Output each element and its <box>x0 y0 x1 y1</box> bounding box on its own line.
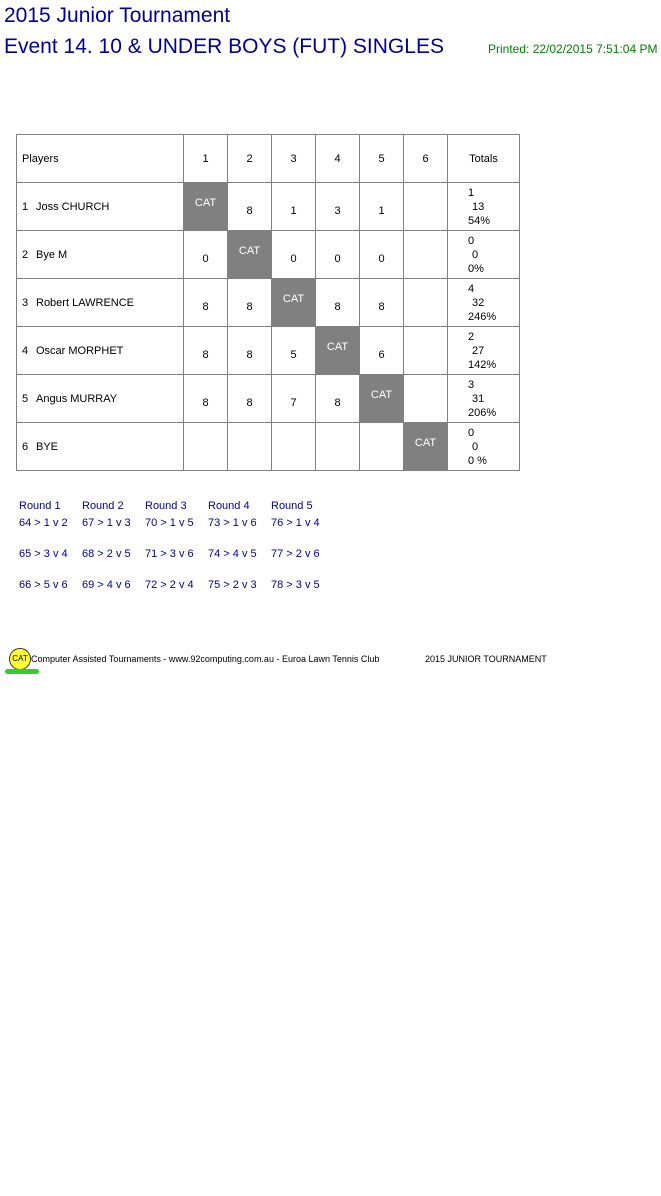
tournament-title: 2015 Junior Tournament <box>4 4 231 27</box>
player-name-cell <box>17 183 184 231</box>
score-value: CAT <box>370 388 393 401</box>
match-entry: 73 > 1 v 6 <box>208 517 257 529</box>
match-entry: 68 > 2 v 5 <box>82 548 131 560</box>
score-value: 8 <box>202 348 209 361</box>
player-number: 1 <box>22 200 29 213</box>
score-value: 5 <box>290 348 297 361</box>
score-cell <box>360 423 404 471</box>
score-cell <box>404 375 448 423</box>
score-cell <box>272 375 316 423</box>
score-cell <box>360 279 404 327</box>
footer-text: Computer Assisted Tournaments - www.92computing.com.au - Euroa Lawn Tennis Club <box>31 654 380 664</box>
score-cell <box>228 423 272 471</box>
score-cell <box>184 327 228 375</box>
totals-games: 0 <box>472 440 479 453</box>
score-value: 8 <box>246 396 253 409</box>
totals-pct: 142% <box>468 358 497 371</box>
player-name-cell <box>17 231 184 279</box>
logo-underline <box>5 669 39 674</box>
score-cell <box>360 183 404 231</box>
score-value: 8 <box>246 300 253 313</box>
score-value: CAT <box>414 436 437 449</box>
score-value: 0 <box>290 252 297 265</box>
player-number: 2 <box>22 248 29 261</box>
totals-wins: 2 <box>468 330 475 343</box>
round-label: Round 1 <box>19 500 61 512</box>
totals-wins: 1 <box>468 186 475 199</box>
player-name: Angus MURRAY <box>36 392 118 405</box>
player-name: Bye M <box>36 248 68 261</box>
players-header: Players <box>17 135 184 183</box>
score-cell <box>228 279 272 327</box>
round-label: Round 4 <box>208 500 250 512</box>
match-entry: 74 > 4 v 5 <box>208 548 257 560</box>
player-name: BYE <box>36 440 59 453</box>
cat-logo-icon: CAT <box>9 648 31 670</box>
match-entry: 75 > 2 v 3 <box>208 579 257 591</box>
round-column <box>208 500 271 610</box>
score-cell <box>184 231 228 279</box>
totals-pct: 0 % <box>468 454 487 467</box>
round-label: Round 2 <box>82 500 124 512</box>
totals-cell <box>448 279 520 327</box>
player-name-cell <box>17 375 184 423</box>
player-name-cell <box>17 327 184 375</box>
score-cell <box>228 183 272 231</box>
round-column <box>271 500 334 610</box>
player-name-cell <box>17 279 184 327</box>
match-entry: 70 > 1 v 5 <box>145 517 194 529</box>
totals-header: Totals <box>448 135 520 183</box>
table-row <box>17 183 520 231</box>
player-name: Joss CHURCH <box>36 200 110 213</box>
score-cell <box>228 375 272 423</box>
table-row <box>17 279 520 327</box>
player-number: 4 <box>22 344 29 357</box>
score-cell <box>404 231 448 279</box>
self-match-cell <box>272 279 316 327</box>
col-header-3: 3 <box>272 135 316 183</box>
totals-pct: 54% <box>468 214 491 227</box>
score-cell <box>316 183 360 231</box>
results-grid <box>16 134 520 471</box>
totals-games: 31 <box>472 392 485 405</box>
round-label: Round 3 <box>145 500 187 512</box>
match-entry: 78 > 3 v 5 <box>271 579 320 591</box>
score-value: 8 <box>378 300 385 313</box>
match-entry: 64 > 1 v 2 <box>19 517 68 529</box>
totals-games: 13 <box>472 200 485 213</box>
score-cell <box>404 279 448 327</box>
score-value: 0 <box>378 252 385 265</box>
score-value: CAT <box>326 340 349 353</box>
table-row <box>17 231 520 279</box>
col-header-2: 2 <box>228 135 272 183</box>
score-cell <box>316 279 360 327</box>
table-row <box>17 375 520 423</box>
event-title: Event 14. 10 & UNDER BOYS (FUT) SINGLES <box>4 35 444 58</box>
printed-timestamp: Printed: 22/02/2015 7:51:04 PM <box>488 42 658 56</box>
score-cell <box>316 375 360 423</box>
score-value: CAT <box>282 292 305 305</box>
totals-pct: 246% <box>468 310 497 323</box>
score-value: 7 <box>290 396 297 409</box>
totals-pct: 0% <box>468 262 484 275</box>
match-entry: 77 > 2 v 6 <box>271 548 320 560</box>
score-value: 8 <box>246 348 253 361</box>
match-entry: 67 > 1 v 3 <box>82 517 131 529</box>
match-entry: 66 > 5 v 6 <box>19 579 68 591</box>
score-cell <box>184 375 228 423</box>
round-label: Round 5 <box>271 500 313 512</box>
score-cell <box>316 423 360 471</box>
score-value: 1 <box>378 204 385 217</box>
col-header-1: 1 <box>184 135 228 183</box>
totals-pct: 206% <box>468 406 497 419</box>
score-cell <box>316 231 360 279</box>
score-cell <box>272 231 316 279</box>
round-column <box>19 500 82 610</box>
score-value: CAT <box>194 196 217 209</box>
totals-games: 32 <box>472 296 485 309</box>
match-entry: 72 > 2 v 4 <box>145 579 194 591</box>
totals-cell <box>448 231 520 279</box>
totals-games: 0 <box>472 248 479 261</box>
round-column <box>82 500 145 610</box>
score-value: 8 <box>334 396 341 409</box>
totals-games: 27 <box>472 344 485 357</box>
col-header-5: 5 <box>360 135 404 183</box>
self-match-cell <box>404 423 448 471</box>
score-value: 1 <box>290 204 297 217</box>
totals-cell <box>448 375 520 423</box>
player-number: 3 <box>22 296 29 309</box>
table-row <box>17 327 520 375</box>
score-cell <box>360 327 404 375</box>
score-value: 8 <box>202 396 209 409</box>
round-column <box>145 500 208 610</box>
score-value: 8 <box>202 300 209 313</box>
self-match-cell <box>316 327 360 375</box>
score-cell <box>272 423 316 471</box>
grid-header-row <box>17 135 520 183</box>
score-value: 3 <box>334 204 341 217</box>
match-entry: 69 > 4 v 6 <box>82 579 131 591</box>
match-entry: 76 > 1 v 4 <box>271 517 320 529</box>
score-value: 8 <box>334 300 341 313</box>
score-cell <box>184 279 228 327</box>
score-cell <box>272 183 316 231</box>
totals-cell <box>448 327 520 375</box>
player-name-cell <box>17 423 184 471</box>
match-entry: 71 > 3 v 6 <box>145 548 194 560</box>
score-cell <box>404 327 448 375</box>
score-value: 6 <box>378 348 385 361</box>
totals-cell <box>448 423 520 471</box>
score-value: 0 <box>202 252 209 265</box>
player-name: Oscar MORPHET <box>36 344 124 357</box>
self-match-cell <box>228 231 272 279</box>
player-number: 6 <box>22 440 29 453</box>
footer-tournament: 2015 JUNIOR TOURNAMENT <box>425 654 547 664</box>
col-header-6: 6 <box>404 135 448 183</box>
match-entry: 65 > 3 v 4 <box>19 548 68 560</box>
totals-wins: 3 <box>468 378 475 391</box>
score-value: 8 <box>246 204 253 217</box>
col-header-4: 4 <box>316 135 360 183</box>
totals-wins: 4 <box>468 282 475 295</box>
score-cell <box>360 231 404 279</box>
player-number: 5 <box>22 392 29 405</box>
totals-wins: 0 <box>468 426 475 439</box>
score-cell <box>228 327 272 375</box>
score-cell <box>184 423 228 471</box>
player-name: Robert LAWRENCE <box>36 296 135 309</box>
self-match-cell <box>360 375 404 423</box>
score-cell <box>272 327 316 375</box>
totals-wins: 0 <box>468 234 475 247</box>
score-cell <box>404 183 448 231</box>
totals-cell <box>448 183 520 231</box>
self-match-cell <box>184 183 228 231</box>
score-value: 0 <box>334 252 341 265</box>
score-value: CAT <box>238 244 261 257</box>
table-row <box>17 423 520 471</box>
